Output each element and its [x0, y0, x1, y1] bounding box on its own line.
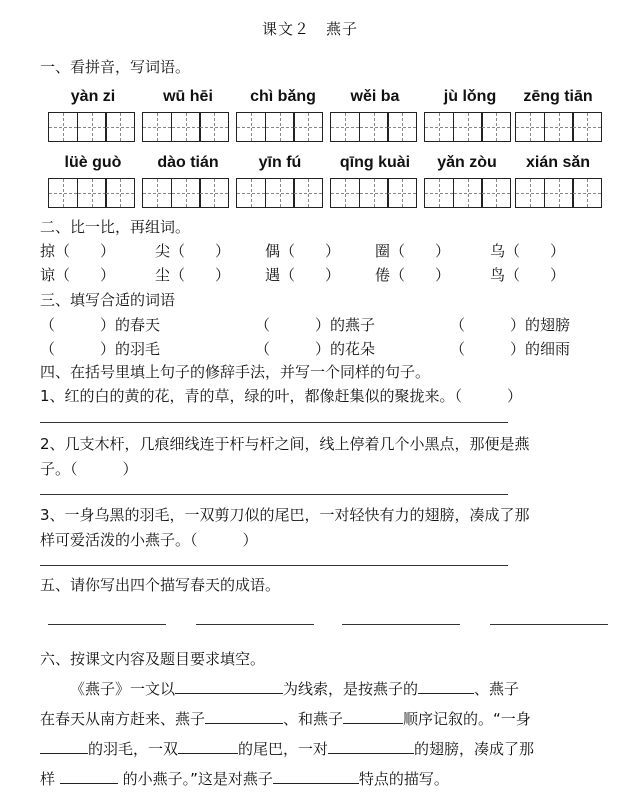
- writing-box[interactable]: [330, 178, 416, 208]
- pinyin-label: lüè guò: [64, 154, 122, 171]
- text: 、燕子: [474, 680, 520, 698]
- blank[interactable]: [273, 769, 359, 784]
- fill-phrase[interactable]: （ ）的春天: [40, 316, 161, 334]
- text: 的羽毛，一双: [88, 740, 179, 758]
- text: 《燕子》一文以: [70, 680, 176, 698]
- pinyin-label: zēng tiān: [523, 88, 593, 105]
- blank[interactable]: [418, 679, 474, 694]
- pinyin-label: yàn zi: [70, 88, 116, 105]
- compare-item[interactable]: 尘（ ）: [155, 266, 231, 284]
- fill-line-3: [40, 738, 534, 759]
- fill-phrase[interactable]: （ ）的翅膀: [450, 316, 571, 334]
- writing-box[interactable]: [236, 112, 322, 142]
- writing-box[interactable]: [236, 178, 322, 208]
- text: 特点的描写。: [358, 770, 449, 788]
- pinyin-label: chì bǎng: [250, 88, 316, 105]
- text: 的尾巴，一对: [238, 740, 329, 758]
- fill-phrase[interactable]: （ ）的花朵: [255, 340, 376, 358]
- compare-item[interactable]: 遇（ ）: [265, 266, 341, 284]
- compare-item[interactable]: 掠（ ）: [40, 242, 116, 260]
- blank[interactable]: [205, 709, 283, 724]
- section-1-heading: 一、看拼音，写词语。: [40, 58, 191, 76]
- question-2-cont: 子。（ ）: [40, 460, 138, 478]
- pinyin-label: yīn fú: [258, 154, 302, 171]
- text: 的小燕子。”这是对燕子: [122, 770, 273, 788]
- idiom-line[interactable]: [342, 624, 460, 625]
- compare-item[interactable]: 倦（ ）: [375, 266, 451, 284]
- section-5-heading: 五、请你写出四个描写春天的成语。: [40, 576, 281, 594]
- compare-item[interactable]: 乌（ ）: [490, 242, 566, 260]
- fill-phrase[interactable]: （ ）的细雨: [450, 340, 571, 358]
- fill-phrase[interactable]: （ ）的燕子: [255, 316, 376, 334]
- pinyin-label: yǎn zòu: [437, 154, 497, 171]
- answer-line[interactable]: [40, 565, 508, 566]
- blank[interactable]: [40, 739, 88, 754]
- writing-box[interactable]: [142, 178, 228, 208]
- writing-box[interactable]: [515, 112, 601, 142]
- writing-box[interactable]: [48, 178, 134, 208]
- pinyin-label: wěi ba: [350, 88, 400, 105]
- writing-box[interactable]: [48, 112, 134, 142]
- question-3-cont: 样可爱活泼的小燕子。（ ）: [40, 531, 258, 549]
- writing-box[interactable]: [142, 112, 228, 142]
- text: 在春天从南方赶来、燕子: [40, 710, 206, 728]
- section-2-heading: 二、比一比，再组词。: [40, 218, 191, 236]
- blank[interactable]: [175, 679, 283, 694]
- pinyin-label: jù lǒng: [443, 88, 497, 105]
- section-4-heading: 四、在括号里填上句子的修辞手法，并写一个同样的句子。: [40, 363, 431, 381]
- fill-phrase[interactable]: （ ）的羽毛: [40, 340, 161, 358]
- question-1: 1、红的白的黄的花，青的草，绿的叶，都像赶集似的聚拢来。（ ）: [40, 387, 523, 405]
- answer-line[interactable]: [40, 494, 508, 495]
- pinyin-label: wū hēi: [163, 88, 213, 105]
- question-3: 3、一身乌黑的羽毛，一双剪刀似的尾巴，一对轻快有力的翅膀，凑成了那: [40, 506, 530, 524]
- section-3-heading: 三、填写合适的词语: [40, 291, 176, 309]
- fill-line-1: [70, 678, 519, 699]
- fill-line-4: [40, 768, 449, 789]
- idiom-line[interactable]: [490, 624, 608, 625]
- text: 为线索，是按燕子的: [283, 680, 419, 698]
- text: 的翅膀，凑成了那: [414, 740, 535, 758]
- fill-line-2: [40, 708, 531, 729]
- blank[interactable]: [178, 739, 238, 754]
- section-6-heading: 六、按课文内容及题目要求填空。: [40, 650, 266, 668]
- text: 样: [40, 770, 56, 788]
- writing-box[interactable]: [424, 178, 510, 208]
- pinyin-label: xián sǎn: [525, 154, 591, 171]
- writing-box[interactable]: [424, 112, 510, 142]
- compare-item[interactable]: 谅（ ）: [40, 266, 116, 284]
- question-2: 2、几支木杆，几痕细线连于杆与杆之间，线上停着几个小黑点，那便是燕: [40, 435, 530, 453]
- compare-item[interactable]: 偶（ ）: [265, 242, 341, 260]
- pinyin-label: qīng kuài: [339, 154, 411, 171]
- answer-line[interactable]: [40, 422, 508, 423]
- idiom-line[interactable]: [196, 624, 314, 625]
- compare-item[interactable]: 尖（ ）: [155, 242, 231, 260]
- pinyin-label: dào tián: [157, 154, 219, 171]
- blank[interactable]: [343, 709, 403, 724]
- writing-box[interactable]: [515, 178, 601, 208]
- compare-item[interactable]: 鸟（ ）: [490, 266, 566, 284]
- blank[interactable]: [60, 769, 118, 784]
- compare-item[interactable]: 圈（ ）: [375, 242, 451, 260]
- text: 顺序记叙的。“一身: [403, 710, 531, 728]
- idiom-line[interactable]: [48, 624, 166, 625]
- blank[interactable]: [328, 739, 414, 754]
- text: 、和燕子: [283, 710, 344, 728]
- page-title: 课文２ 燕子: [262, 20, 359, 38]
- writing-box[interactable]: [330, 112, 416, 142]
